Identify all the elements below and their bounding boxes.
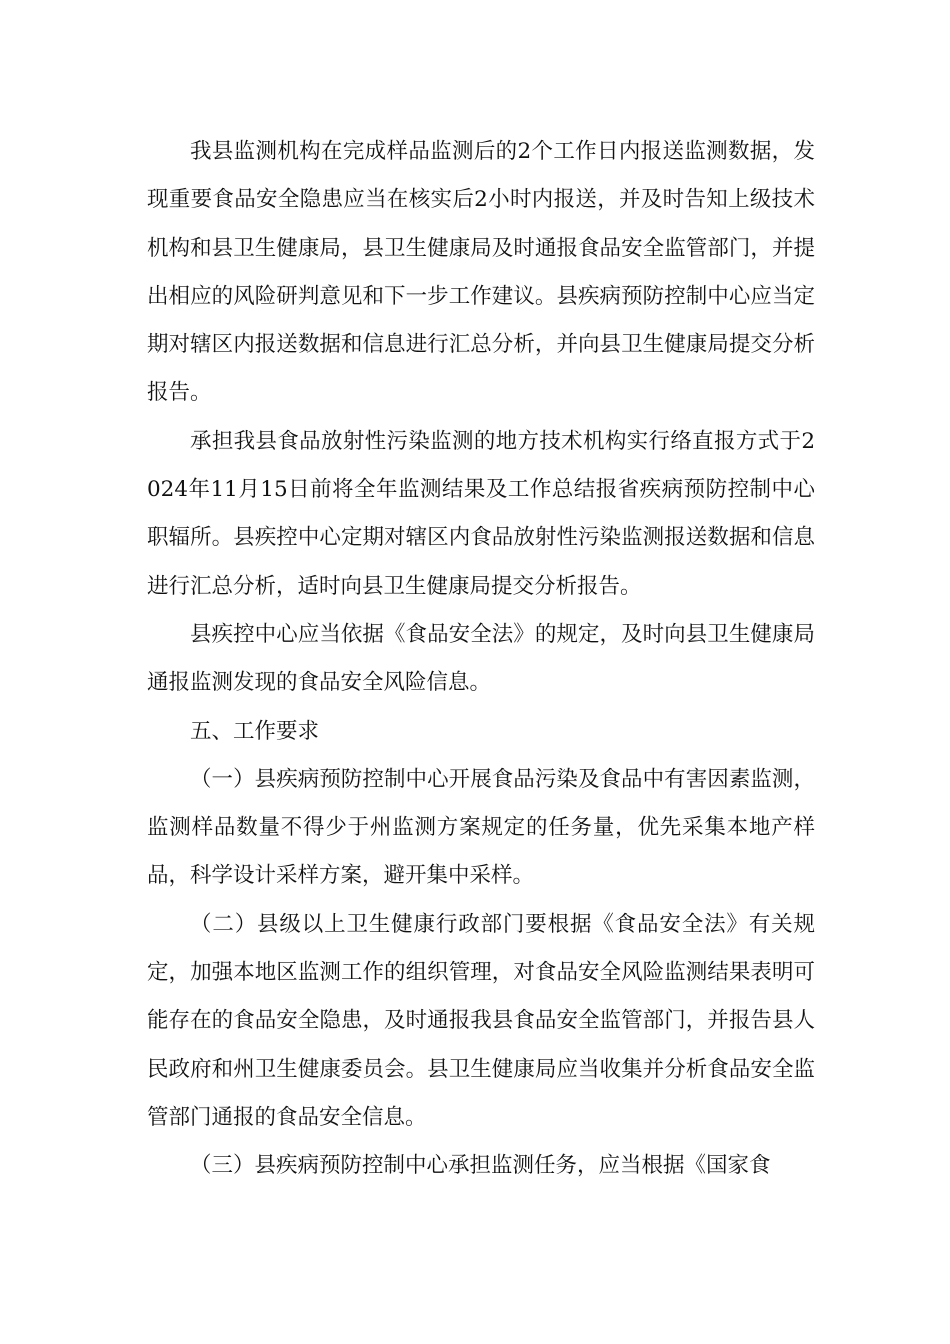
paragraph-requirement-2: （二）县级以上卫生健康行政部门要根据《食品安全法》有关规定，加强本地区监测工作的组织管理，对食品安全风险监测结果表明可能存在的食品安全隐患，及时通报我县食品安全监管部门，并报告县人民政府和州卫生健康委员会。县卫生健康局应当收集并分析食品安全监管部门通报的食品安全信息。	[147, 911, 815, 1130]
paragraph-risk-notification: 县疾控中心应当依据《食品安全法》的规定，及时向县卫生健康局通报监测发现的食品安全风险信息。	[147, 621, 815, 696]
section-heading-work-requirements: 五、工作要求	[190, 718, 320, 744]
paragraph-data-reporting: 我县监测机构在完成样品监测后的2个工作日内报送监测数据，发现重要食品安全隐患应当在核实后2小时内报送，并及时告知上级技术机构和县卫生健康局，县卫生健康局及时通报食品安全监管部门，并提出相应的风险研判意见和下一步工作建议。县疾病预防控制中心应当定期对辖区内报送数据和信息进行汇总分析，并向县卫生健康局提交分析报告。	[147, 139, 815, 406]
paragraph-requirement-3: （三）县疾病预防控制中心承担监测任务，应当根据《国家食	[190, 1153, 771, 1179]
paragraph-radioactive-monitoring: 承担我县食品放射性污染监测的地方技术机构实行络直报方式于2024年11月15日前将全年监测结果及工作总结报省疾病预防控制中心职辐所。县疾控中心定期对辖区内食品放射性污染监测报送数据和信息进行汇总分析，适时向县卫生健康局提交分析报告。	[147, 428, 815, 599]
paragraph-requirement-1: （一）县疾病预防控制中心开展食品污染及食品中有害因素监测，监测样品数量不得少于州监测方案规定的任务量，优先采集本地产样品，科学设计采样方案，避开集中采样。	[147, 766, 815, 889]
document-body	[147, 128, 815, 1191]
